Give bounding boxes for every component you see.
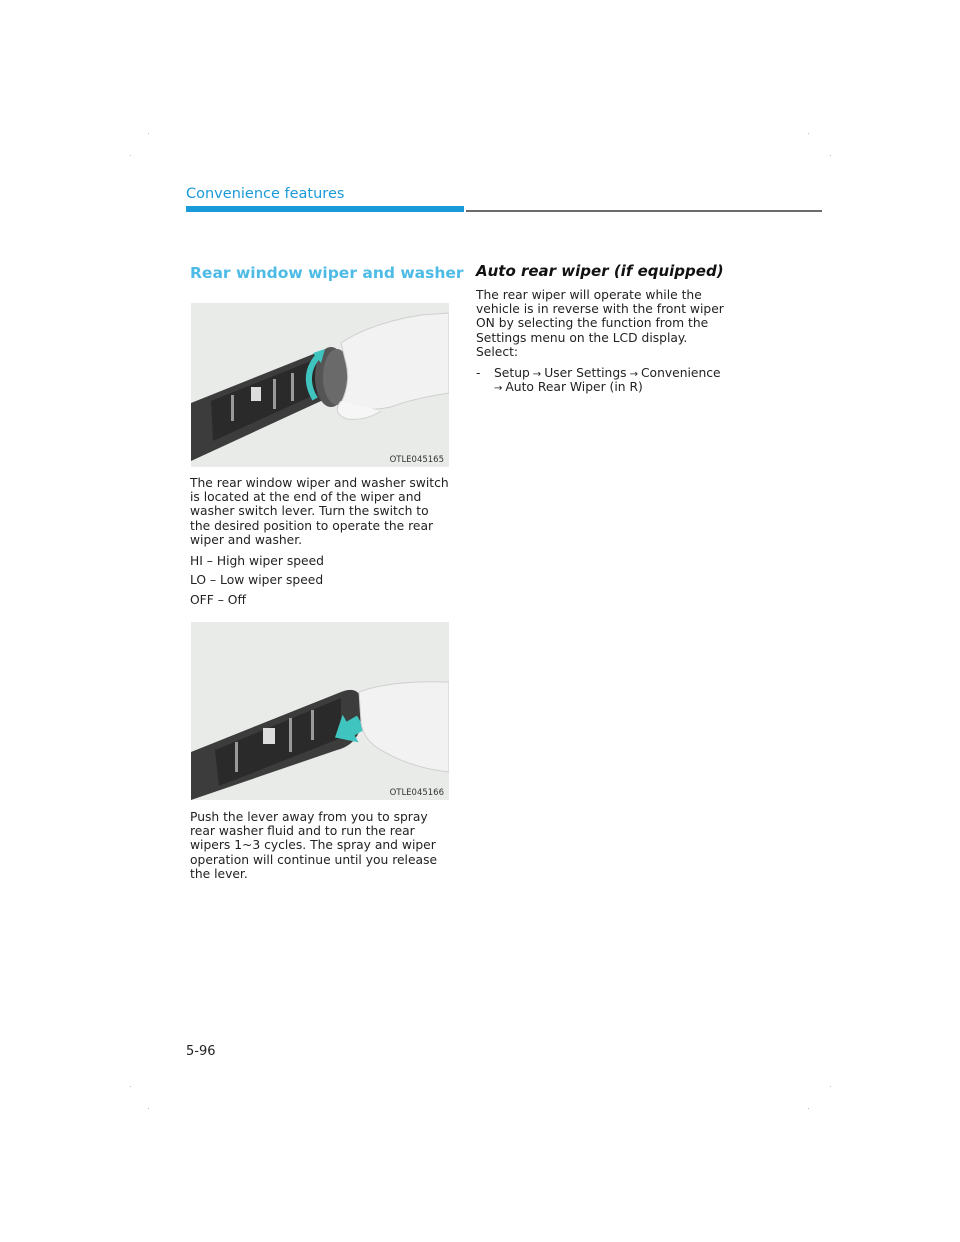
- crop-mark: [130, 1086, 131, 1087]
- rear-wiper-heading: Rear window wiper and washer: [190, 264, 464, 282]
- menu-step-setup: Setup: [494, 366, 530, 380]
- arrow-right-icon: →: [532, 369, 542, 380]
- lever-push-illustration: [191, 622, 449, 800]
- rear-washer-description: Push the lever away from you to spray rear washer fluid and to run the rear wipers 1~3 cycles. The spray and wiper operation will continue until you release the lever.: [190, 810, 438, 881]
- crop-mark: [130, 155, 131, 156]
- list-dash: -: [476, 366, 481, 380]
- wiper-mode-hi: HI – High wiper speed: [190, 554, 324, 568]
- section-title: Convenience features: [186, 186, 345, 202]
- header-rule-accent: [186, 206, 464, 212]
- menu-step-user-settings: User Settings: [544, 366, 627, 380]
- page-number: 5-96: [186, 1044, 216, 1059]
- wiper-mode-off: OFF – Off: [190, 593, 246, 607]
- header-rule: [466, 210, 822, 212]
- lever-turn-illustration: [191, 303, 449, 467]
- rear-wiper-description: The rear window wiper and washer switch is located at the end of the wiper and washer switch lever. Turn the switch to the desired position to operate the rear wiper and washer.: [190, 476, 449, 547]
- crop-mark: [148, 133, 149, 134]
- select-label: Select:: [476, 345, 519, 359]
- arrow-right-icon: →: [629, 369, 638, 380]
- crop-mark: [808, 1108, 809, 1109]
- arrow-right-icon: →: [494, 383, 503, 394]
- crop-mark: [830, 155, 831, 156]
- crop-mark: [830, 1086, 831, 1087]
- figure-code: OTLE045166: [389, 788, 444, 798]
- wiper-mode-lo: LO – Low wiper speed: [190, 573, 324, 587]
- figure-rear-washer-push: [191, 622, 449, 800]
- crop-mark: [808, 133, 809, 134]
- figure-code: OTLE045165: [389, 455, 444, 465]
- auto-rear-wiper-description: The rear wiper will operate while the vehicle is in reverse with the front wiper ON by selecting the function from the Settings menu on the LCD display.: [476, 288, 724, 345]
- figure-rear-wiper-switch: [191, 303, 449, 467]
- auto-rear-wiper-heading: Auto rear wiper (if equipped): [476, 262, 724, 280]
- menu-step-auto-rear-wiper: Auto Rear Wiper (in R): [505, 380, 643, 394]
- crop-mark: [148, 1108, 149, 1109]
- menu-step-convenience: Convenience: [640, 366, 721, 380]
